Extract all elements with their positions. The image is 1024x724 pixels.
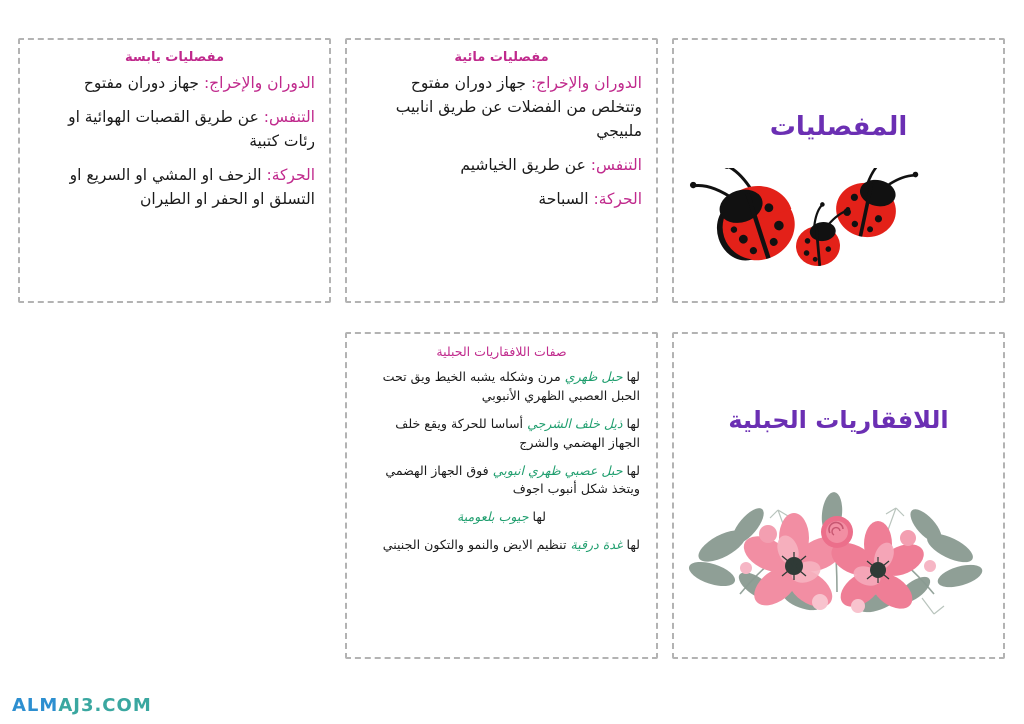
value-respiration-water: عن طريق الخياشيم	[460, 156, 591, 175]
value-respiration: عن طريق القصبات الهوائية او رئات كتبية	[68, 108, 315, 151]
row-circulation-excretion-water	[361, 71, 642, 143]
value-movement: الزحف او المشي او السريع او التسلق او الحفر او الطيران	[69, 166, 315, 209]
trait-1-post: مرن وشكله يشبه الخيط ويق تحت الحبل العصبي الظهري الأنبوبي	[382, 369, 640, 403]
card-chordates-title	[672, 332, 1005, 659]
row-respiration-water	[361, 153, 642, 177]
row-respiration	[34, 105, 315, 153]
trait-item-3	[363, 462, 640, 500]
trait-4-highlight: جيوب بلعومية	[457, 509, 529, 525]
label-respiration-water: التنفس:	[590, 156, 642, 175]
card-title-arthropods-water: مفصليات مائية	[454, 50, 549, 65]
value-circulation-excretion-water: جهاز دوران مفتوح وتتخلص من الفضلات عن طريق انابيب ملبيجي	[395, 74, 642, 141]
trait-1-pre: لها	[622, 369, 640, 384]
card-arthropods-land	[18, 38, 331, 303]
watermark-logo	[12, 695, 152, 716]
card-chordates-traits	[345, 332, 658, 659]
value-movement-water: السباحة	[538, 190, 594, 209]
row-movement	[34, 163, 315, 211]
trait-2-highlight: ذيل خلف الشرجي	[527, 415, 623, 431]
trait-2-pre: لها	[622, 415, 640, 431]
value-circulation-excretion: جهاز دوران مفتوح	[83, 74, 204, 92]
heading-arthropods: المفصليات	[769, 112, 908, 142]
label-circulation-excretion-water: الدوران والإخراج:	[530, 74, 642, 92]
heading-chordates: اللافقاريات الحبلية	[728, 406, 949, 434]
trait-4-pre: لها	[528, 509, 546, 525]
trait-item-4	[363, 508, 640, 527]
label-circulation-excretion: الدوران والإخراج:	[203, 74, 315, 92]
trait-5-pre: لها	[622, 537, 640, 553]
trait-5-post: تنظيم الايض والنمو والتكون الجنيني	[382, 537, 571, 553]
row-circulation-excretion	[34, 71, 315, 95]
trait-5-highlight: غدة درقية	[570, 537, 623, 553]
trait-1-highlight: حبل ظهري	[564, 369, 623, 384]
trait-item-1	[363, 368, 640, 406]
label-movement: الحركة:	[266, 166, 315, 185]
trait-item-2	[363, 415, 640, 453]
trait-3-highlight: حبل عصبي ظهري انبوبي	[492, 462, 623, 478]
flowers-icon	[686, 474, 991, 649]
trait-3-pre: لها	[622, 462, 640, 478]
trait-item-5	[363, 536, 640, 555]
watermark-part-2: AJ3.COM	[58, 695, 152, 716]
label-respiration: التنفس:	[263, 108, 315, 127]
card-title-chordates-traits: صفات اللافقاريات الحبلية	[436, 344, 567, 359]
watermark-part-1: ALM	[12, 695, 59, 716]
label-movement-water: الحركة:	[593, 190, 642, 209]
row-movement-water	[361, 187, 642, 211]
card-title-arthropods-land: مفصليات يابسة	[124, 50, 225, 65]
card-arthropods-title	[672, 38, 1005, 303]
trait-2-post: أساسا للحركة ويقع خلف الجهاز الهضمي والشرج	[395, 415, 640, 450]
ladybugs-icon	[674, 168, 1003, 298]
trait-3-post: فوق الجهاز الهضمي ويتخذ شكل أنبوب اجوف	[385, 462, 640, 497]
card-arthropods-water	[345, 38, 658, 303]
